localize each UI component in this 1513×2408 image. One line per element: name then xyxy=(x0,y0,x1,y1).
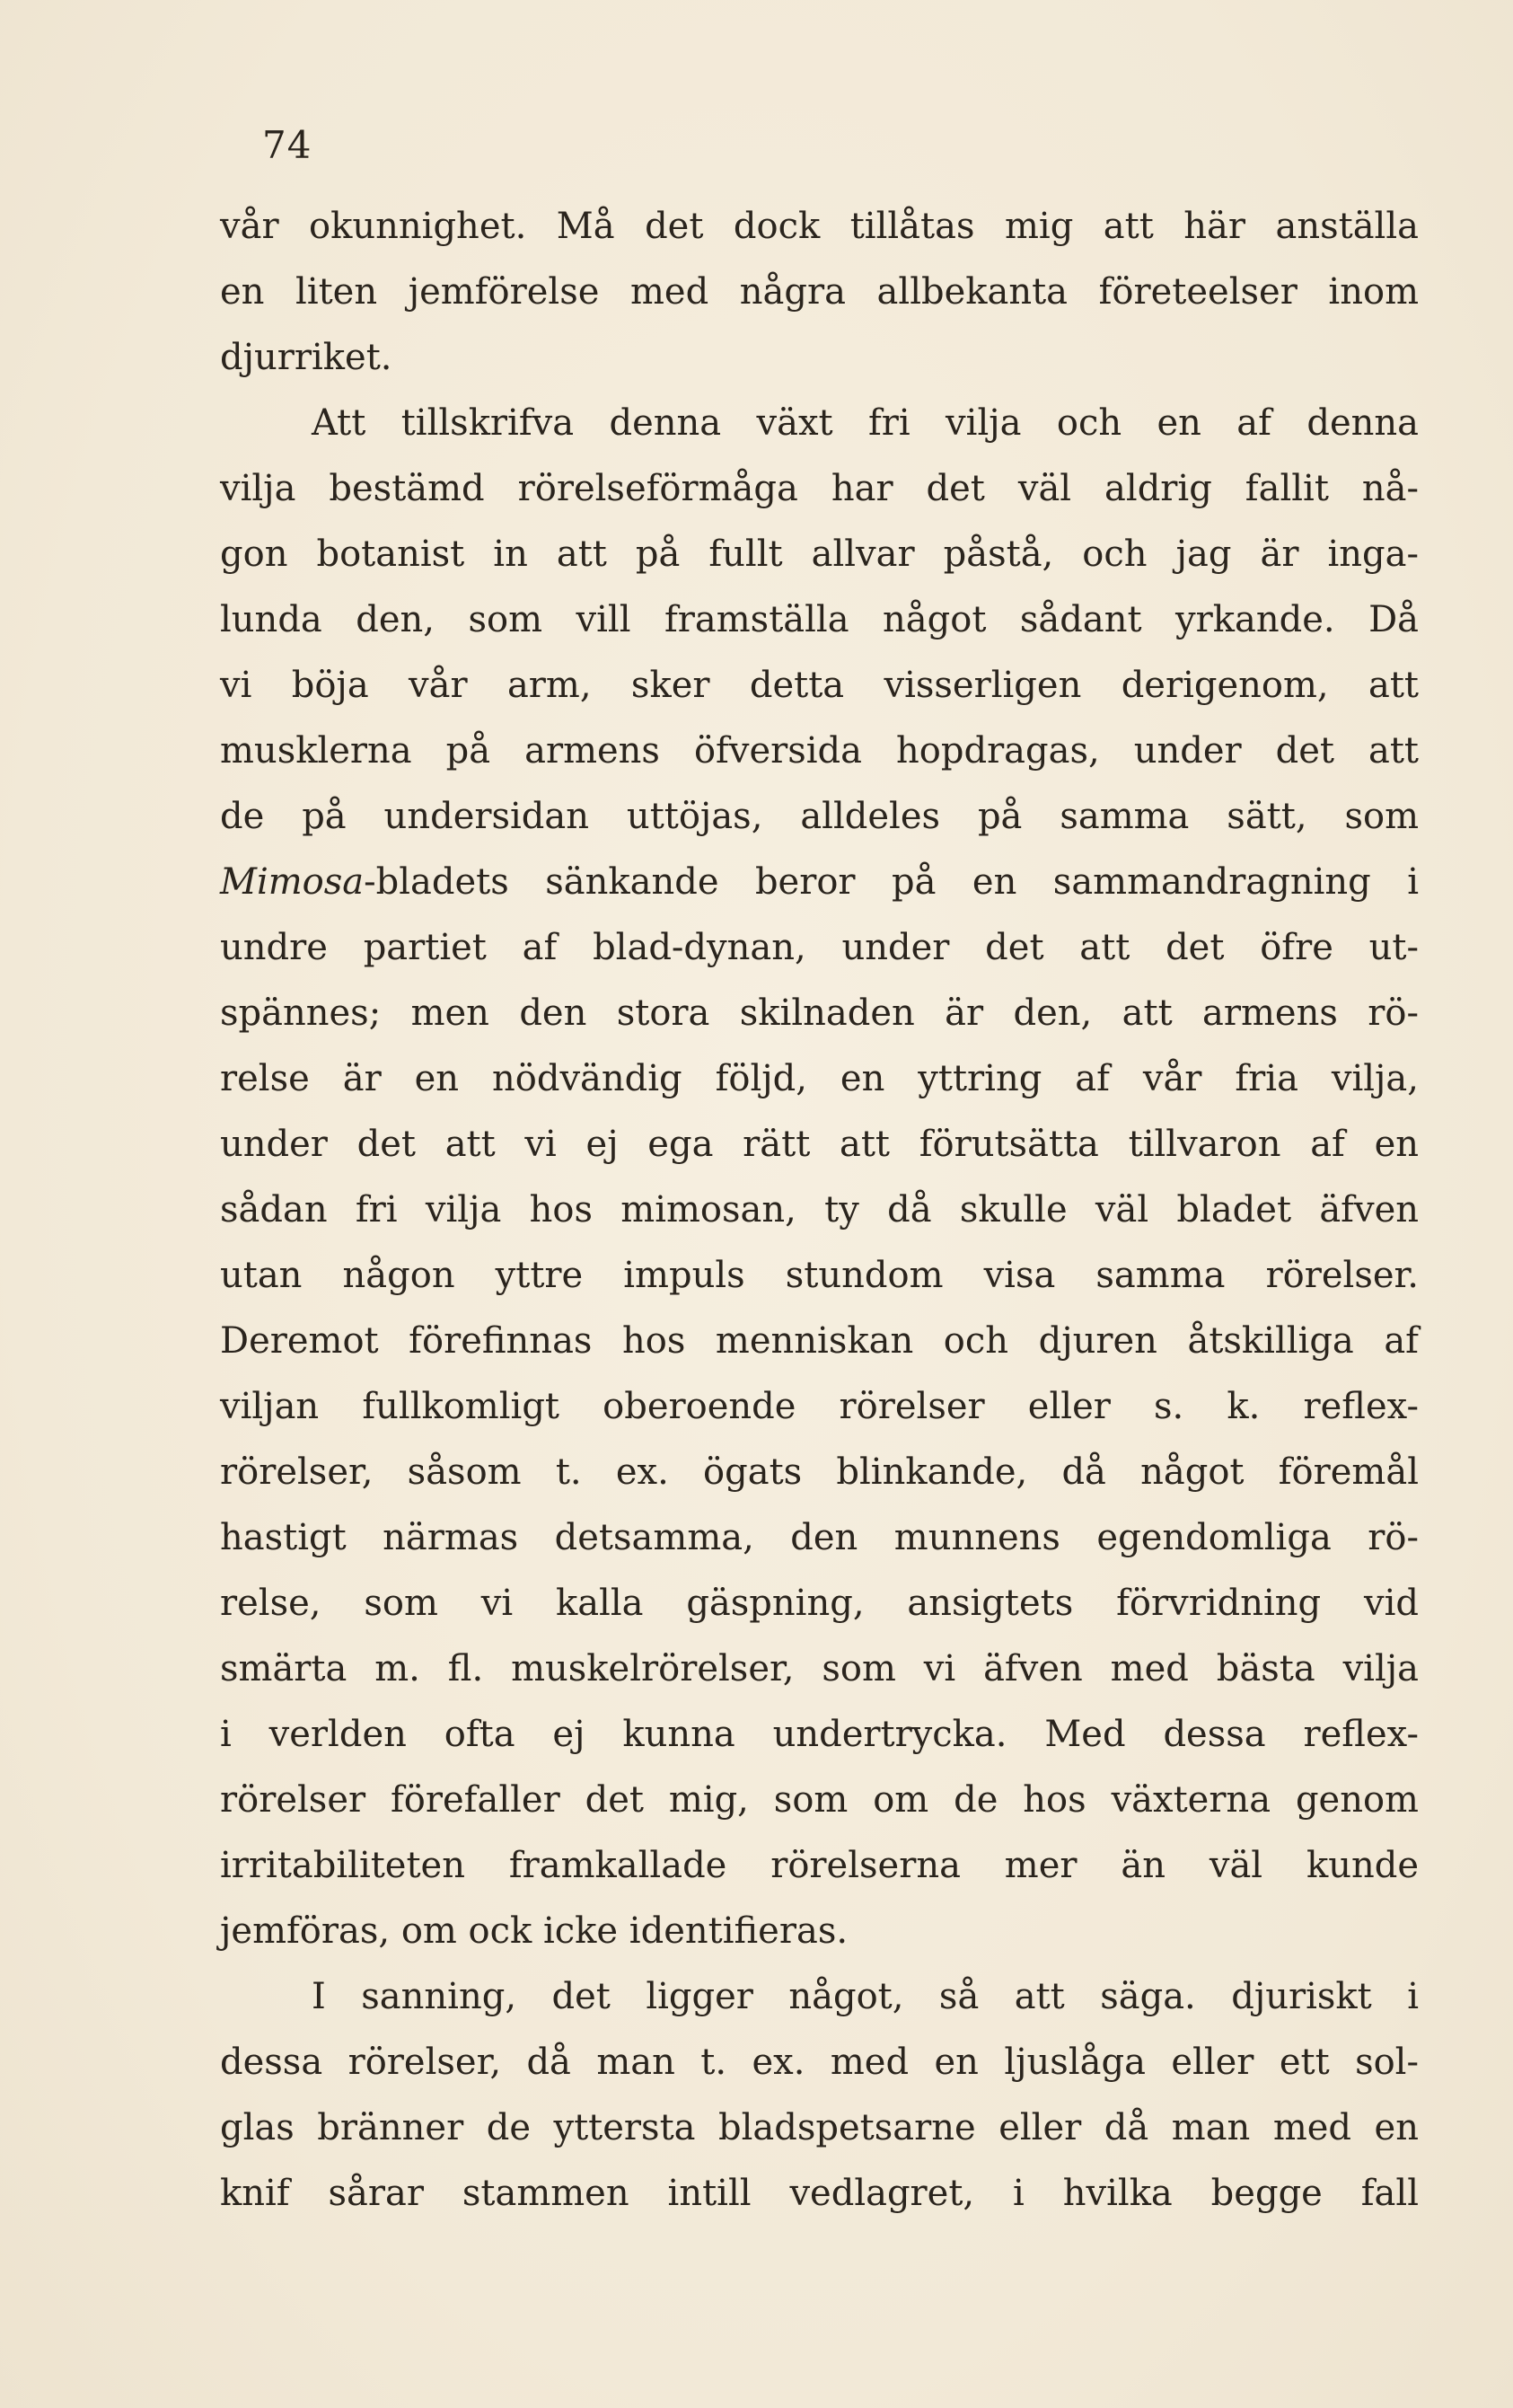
line-text: smärta m. fl. muskelrörelser, som vi äfven med bästa vilja xyxy=(220,1648,1419,1689)
line-text: vår okunnighet. Må det dock tillåtas mig att här anställa xyxy=(220,206,1419,247)
text-line xyxy=(220,1046,1419,1112)
line-text: musklerna på armens öfversida hopdragas, under det att xyxy=(220,730,1419,772)
line-text: gon botanist in att på fullt allvar påstå, och jag är inga- xyxy=(220,534,1419,575)
line-text: vilja bestämd rörelseförmåga har det väl aldrig fallit nå- xyxy=(220,468,1419,509)
line-text: vi böja vår arm, sker detta visserligen derigenom, att xyxy=(220,665,1419,706)
text-line xyxy=(220,260,1419,325)
line-text: relse, som vi kalla gäspning, ansigtets förvridning vid xyxy=(220,1583,1419,1624)
line-text: hastigt närmas detsamma, den munnens egendomliga rö- xyxy=(220,1517,1419,1558)
text-line xyxy=(220,653,1419,719)
text-line xyxy=(220,1374,1419,1440)
line-text: undre partiet af blad-dynan, under det att det öfre ut- xyxy=(220,927,1419,968)
line-text: djurriket. xyxy=(220,337,392,378)
text-line xyxy=(220,915,1419,981)
line-text: glas bränner de yttersta bladspetsarne eller då man med en xyxy=(220,2107,1419,2148)
line-text: sådan fri vilja hos mimosan, ty då skulle väl bladet äfven xyxy=(220,1189,1419,1230)
line-text: I sanning, det ligger något, så att säga. djuriskt i xyxy=(312,1976,1419,2017)
text-line xyxy=(220,1768,1419,1833)
text-line xyxy=(220,1112,1419,1178)
line-text: under det att vi ej ega rätt att förutsätta tillvaron af en xyxy=(220,1124,1419,1165)
text-line xyxy=(220,1243,1419,1309)
text-line xyxy=(220,2030,1419,2095)
text-line xyxy=(220,1571,1419,1636)
body-text xyxy=(220,194,1419,2227)
page-number: 74 xyxy=(262,123,312,167)
line-text: knif sårar stammen intill vedlagret, i hvilka begge fall xyxy=(220,2173,1419,2214)
text-line xyxy=(220,784,1419,850)
text-line xyxy=(220,1702,1419,1768)
text-line xyxy=(220,325,1419,391)
line-text: de på undersidan uttöjas, alldeles på samma sätt, som xyxy=(220,796,1419,837)
text-line xyxy=(220,587,1419,653)
line-text: -bladets sänkande beror på en sammandragning i xyxy=(364,861,1419,903)
text-line xyxy=(220,2095,1419,2161)
italic-word: Mimosa xyxy=(220,861,365,903)
text-line xyxy=(220,1899,1419,1964)
line-text: utan någon yttre impuls stundom visa samma rörelser. xyxy=(220,1255,1419,1296)
text-line xyxy=(220,1309,1419,1374)
text-line xyxy=(220,1833,1419,1899)
text-line xyxy=(220,1636,1419,1702)
line-text: dessa rörelser, då man t. ex. med en ljuslåga eller ett sol- xyxy=(220,2042,1419,2083)
text-line xyxy=(220,522,1419,587)
line-text: rörelser förefaller det mig, som om de hos växterna genom xyxy=(220,1779,1419,1821)
line-text: Att tillskrifva denna växt fri vilja och en af denna xyxy=(312,402,1419,444)
text-line xyxy=(220,2161,1419,2227)
line-text: Deremot förefinnas hos menniskan och djuren åtskilliga af xyxy=(220,1320,1419,1362)
text-line xyxy=(220,1964,1419,2030)
text-line xyxy=(220,981,1419,1046)
line-text: jemföras, om ock icke identifieras. xyxy=(220,1910,849,1952)
line-text: viljan fullkomligt oberoende rörelser eller s. k. reflex- xyxy=(220,1386,1419,1427)
text-line xyxy=(220,1178,1419,1243)
text-line xyxy=(220,391,1419,456)
text-line xyxy=(220,1440,1419,1505)
line-text: lunda den, som vill framställa något sådant yrkande. Då xyxy=(220,599,1419,640)
text-line xyxy=(220,719,1419,784)
text-line xyxy=(220,456,1419,522)
text-line xyxy=(220,1505,1419,1571)
line-text: i verlden ofta ej kunna undertrycka. Med dessa reflex- xyxy=(220,1714,1419,1755)
line-text: rörelser, såsom t. ex. ögats blinkande, då något föremål xyxy=(220,1451,1419,1493)
text-line xyxy=(220,194,1419,260)
text-line xyxy=(220,850,1419,915)
line-text: spännes; men den stora skilnaden är den, att armens rö- xyxy=(220,992,1419,1034)
line-text: relse är en nödvändig följd, en yttring af vår fria vilja, xyxy=(220,1058,1419,1099)
line-text: en liten jemförelse med några allbekanta företeelser inom xyxy=(220,271,1419,313)
line-text: irritabiliteten framkallade rörelserna mer än väl kunde xyxy=(220,1845,1419,1886)
